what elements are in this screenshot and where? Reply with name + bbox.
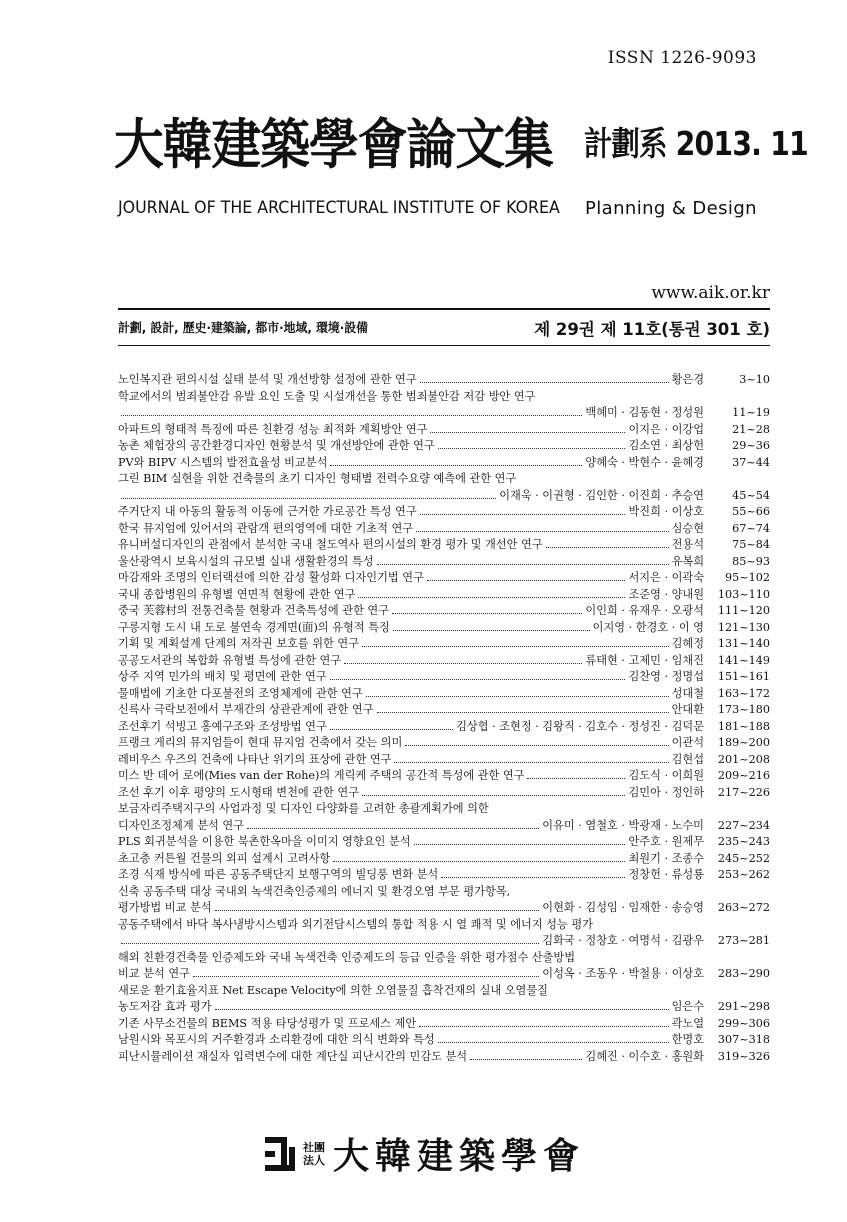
leader-dots xyxy=(392,613,582,614)
toc-entry-authors: 전용석 xyxy=(671,538,704,551)
leader-dots xyxy=(121,498,496,499)
toc-entry xyxy=(118,735,770,752)
toc-entry xyxy=(118,719,770,736)
leader-dots xyxy=(215,910,540,911)
toc-entry-authors: 정창헌 · 류성룡 xyxy=(628,868,704,881)
leader-dots xyxy=(377,564,669,565)
toc-entry-title: 공공도서관의 복합화 유형별 특성에 관한 연구 xyxy=(118,653,342,667)
toc-entry-title: 비교 분석 연구 xyxy=(118,967,190,980)
leader-dots xyxy=(121,943,539,944)
toc-entry-authors: 김현섭 xyxy=(671,752,704,766)
toc-entry xyxy=(118,1016,770,1033)
toc-entry-pages: 189~200 xyxy=(717,736,770,749)
toc-entry xyxy=(118,438,770,455)
leader-dots xyxy=(344,663,582,664)
toc-entry-pages: 75~84 xyxy=(732,538,770,551)
toc-entry-title: 프랭크 게리의 뮤지엄들이 현대 뮤지엄 건축에서 갖는 의미 xyxy=(118,736,403,749)
toc-entry-pages: 67~74 xyxy=(732,521,770,535)
journal-title-chinese: 大韓建築學會論文集 xyxy=(114,112,553,176)
toc-entry-pages: 103~110 xyxy=(717,587,770,601)
toc-entry-pages: 21~28 xyxy=(732,422,770,436)
toc-entry-authors: 심승현 xyxy=(671,521,704,535)
toc-entry-pages: 85~93 xyxy=(732,554,770,568)
toc-entry-title: 마감재와 조명의 인터랙션에 의한 감성 활성화 디자인기법 연구 xyxy=(118,571,424,584)
toc-entry-authors: 이지영 · 한경호 · 이 영 xyxy=(592,620,704,634)
toc-entry-title: 조경 식재 방식에 따른 공동주택단지 보행구역의 빌딩풍 변화 분석 xyxy=(118,868,439,881)
aik-logo-icon xyxy=(265,1137,295,1171)
toc-entry-title: 농도저감 효과 평가 xyxy=(118,1000,212,1013)
toc-entry-title: 신륵사 극락보전에서 부재간의 상관관계에 관한 연구 xyxy=(118,703,374,716)
website: www.aik.or.kr xyxy=(651,283,770,303)
toc-entry xyxy=(118,504,770,521)
journal-series-date: 計劃系 2013. 11 xyxy=(584,124,808,163)
toc-entry xyxy=(118,570,770,587)
leader-dots xyxy=(416,531,669,532)
toc-entry-pages: 29~36 xyxy=(732,439,770,452)
leader-dots xyxy=(405,745,668,746)
toc-entry-title: 구릉지형 도시 내 도로 불연속 경계면(面)의 유형적 특징 xyxy=(118,620,390,634)
publisher-footer xyxy=(265,1128,585,1179)
fields-label: 計劃, 設計, 歷史·建築論, 都市·地域, 環境·設備 xyxy=(118,320,368,335)
toc-entry-title: PLS 회귀분석을 이용한 북촌한옥마을 이미지 영향요인 분석 xyxy=(118,835,411,848)
toc-entry-authors: 서지은 · 이곽숙 xyxy=(628,571,704,584)
toc-entry-authors: 류태현 · 고제민 · 임채진 xyxy=(585,653,704,667)
toc-entry xyxy=(118,471,770,504)
toc-entry-pages: 181~188 xyxy=(717,719,770,733)
toc-entry-authors: 안주호 · 원제무 xyxy=(628,835,704,848)
toc-entry-authors: 곽노열 xyxy=(671,1016,704,1030)
toc-entry-title-line: 보금자리주택지구의 사업과정 및 디자인 다양화를 고려한 총괄계획가에 의한 xyxy=(118,802,489,815)
toc-entry-authors: 이유미 · 염철호 · 박광재 · 노수미 xyxy=(542,818,704,832)
toc-entry xyxy=(118,636,770,653)
toc-entry-pages: 173~180 xyxy=(717,703,770,716)
toc-entry-authors: 이지은 · 이강업 xyxy=(628,422,704,436)
toc-entry-title-line: 공동주택에서 바닥 복사냉방시스템과 외기전담시스템의 통합 적용 시 열 쾌적 및 에너지 성능 평가 xyxy=(118,917,593,931)
toc-entry-authors: 김화국 · 정창호 · 여명석 · 김광우 xyxy=(542,934,704,947)
toc-entry xyxy=(118,554,770,571)
journal-series-english: Planning & Design xyxy=(585,198,757,219)
toc-entry xyxy=(118,983,770,1016)
toc-entry xyxy=(118,752,770,769)
toc-entry xyxy=(118,768,770,785)
toc-entry-authors: 이현화 · 김성임 · 임재한 · 송승영 xyxy=(542,901,704,914)
toc-entry-title-line: 해외 친환경건축물 인증제도와 국내 녹색건축 인증제도의 등급 인증을 위한 평가점수 산출방법 xyxy=(118,950,576,964)
toc-entry-title: 아파트의 형태적 특징에 따른 친환경 성능 최적화 계획방안 연구 xyxy=(118,422,428,436)
toc-entry xyxy=(118,950,770,983)
corporate-label-line1: 社團 xyxy=(303,1140,325,1154)
leader-dots xyxy=(333,861,625,862)
toc-entry-pages: 227~234 xyxy=(717,818,770,832)
leader-dots xyxy=(394,762,668,763)
toc-entry-title: 유니버설디자인의 관점에서 분석한 국내 철도역사 편의시설의 환경 평가 및 개선안 연구 xyxy=(118,538,543,551)
toc-entry-authors: 김민아 · 정인하 xyxy=(628,785,704,799)
toc-entry-pages: 273~281 xyxy=(717,934,770,947)
toc-entry-title: 조선후기 석빙고 홍예구조와 조성방법 연구 xyxy=(118,719,327,733)
toc-entry-title: 조선 후기 이후 평양의 도시형태 변천에 관한 연구 xyxy=(118,785,360,799)
toc-entry-pages: 263~272 xyxy=(717,901,770,914)
toc-entry-title: 국내 종합병원의 유형별 연면적 현황에 관한 연구 xyxy=(118,587,356,601)
toc-entry-pages: 209~216 xyxy=(717,769,770,782)
toc-entry-pages: 151~161 xyxy=(717,670,770,683)
toc-entry-pages: 37~44 xyxy=(732,455,770,469)
bottom-rule xyxy=(118,345,770,346)
leader-dots xyxy=(362,795,625,796)
toc-entry-title: 피난시뮬레이션 재실자 입력변수에 대한 계단실 피난시간의 민감도 분석 xyxy=(118,1049,468,1063)
leader-dots xyxy=(377,712,669,713)
toc-entry-authors: 김소연 · 최상헌 xyxy=(628,439,704,452)
leader-dots xyxy=(366,696,669,697)
toc-entry-title: 중국 芙蓉村의 전통건축물 현황과 건축특성에 관한 연구 xyxy=(118,604,390,617)
toc-entry-authors: 박진희 · 이상호 xyxy=(628,505,704,518)
toc-entry-title: 레비우스 우즈의 건축에 나타난 위기의 표상에 관한 연구 xyxy=(118,752,392,766)
toc-entry-authors: 한명호 xyxy=(671,1033,704,1046)
toc-entry-authors: 최원기 · 조종수 xyxy=(628,851,704,865)
leader-dots xyxy=(330,729,453,730)
toc-entry-title: PV와 BIPV 시스템의 발전효율성 비교분석 xyxy=(118,455,328,469)
toc-entry-pages: 111~120 xyxy=(717,604,770,617)
toc-entry-title-line: 새로운 환기효율지표 Net Escape Velocity에 의한 오염물질 흡착건재의 실내 오염물질 xyxy=(118,983,548,997)
toc-entry-pages: 253~262 xyxy=(717,868,770,881)
leader-dots xyxy=(546,547,669,548)
leader-dots xyxy=(430,432,625,433)
toc-entry-title-line: 신축 공동주택 대상 국내외 녹색건축인증제의 에너지 및 환경오염 부문 평가항목, xyxy=(118,884,511,898)
toc-entry-title: 울산광역시 보육시설의 규모별 실내 생활환경의 특성 xyxy=(118,554,374,568)
toc-entry xyxy=(118,537,770,554)
toc-entry-pages: 307~318 xyxy=(717,1033,770,1046)
toc-entry xyxy=(118,851,770,868)
toc-entry xyxy=(118,867,770,884)
toc-entry xyxy=(118,884,770,917)
toc-entry-pages: 131~140 xyxy=(717,637,770,650)
toc-entry-authors: 이성옥 · 조동우 · 박철용 · 이상호 xyxy=(542,967,704,980)
leader-dots xyxy=(470,1059,582,1060)
toc-entry-pages: 55~66 xyxy=(732,505,770,518)
toc-entry-authors: 임은수 xyxy=(671,1000,704,1013)
leader-dots xyxy=(362,646,669,647)
toc-entry xyxy=(118,372,770,389)
toc-entry-pages: 217~226 xyxy=(717,785,770,799)
volume-label: 제 29권 제 11호(통권 301 호) xyxy=(534,320,770,339)
toc-entry-title: 주거단지 내 아동의 활동적 이동에 근거한 가로공간 특성 연구 xyxy=(118,505,417,518)
toc-entry-title: 기존 사무소건물의 BEMS 적용 타당성평가 및 프로세스 제안 xyxy=(118,1016,417,1030)
toc-entry-title: 한국 뮤지엄에 있어서의 관람객 편의영역에 대한 기초적 연구 xyxy=(118,521,414,535)
toc-entry-title: 상주 지역 민가의 배치 및 평면에 관한 연구 xyxy=(118,670,327,683)
leader-dots xyxy=(441,877,625,878)
toc-entry-pages: 299~306 xyxy=(717,1016,770,1030)
toc-entry-authors: 황은경 xyxy=(671,373,704,386)
toc-entry xyxy=(118,455,770,472)
toc-entry-pages: 95~102 xyxy=(725,571,770,584)
toc-entry-title-line: 그린 BIM 실현을 위한 건축물의 초기 디자인 형태별 전력수요량 예측에 관한 연구 xyxy=(118,472,517,485)
toc-entry-pages: 11~19 xyxy=(732,406,770,419)
leader-dots xyxy=(438,448,626,449)
leader-dots xyxy=(215,1009,669,1010)
toc-entry-pages: 163~172 xyxy=(717,686,770,700)
leader-dots xyxy=(193,976,539,977)
table-of-contents xyxy=(118,372,770,1065)
toc-entry-pages: 141~149 xyxy=(717,653,770,667)
toc-entry-pages: 235~243 xyxy=(717,835,770,848)
toc-entry-title: 평가방법 비교 분석 xyxy=(118,901,212,914)
publisher-name: 大韓建築學會 xyxy=(333,1136,586,1177)
toc-entry-title-line: 학교에서의 범죄불안감 유발 요인 도출 및 시설개선을 통한 범죄불안감 저감 방안 연구 xyxy=(118,389,536,403)
toc-entry-authors: 김찬영 · 정명섭 xyxy=(628,670,704,683)
toc-entry xyxy=(118,620,770,637)
toc-entry-title: 기획 및 계획설계 단계의 저작권 보호를 위한 연구 xyxy=(118,637,360,650)
leader-dots xyxy=(420,514,626,515)
leader-dots xyxy=(247,828,539,829)
toc-entry-authors: 유복희 xyxy=(671,554,704,568)
corporate-label xyxy=(303,1141,325,1167)
toc-entry-title: 초고층 커튼월 건물의 외피 설계시 고려사항 xyxy=(118,851,331,865)
leader-dots xyxy=(414,844,626,845)
leader-dots xyxy=(330,465,582,466)
leader-dots xyxy=(527,778,625,779)
top-rule xyxy=(118,308,770,310)
toc-entry xyxy=(118,801,770,834)
leader-dots xyxy=(420,382,669,383)
toc-entry-authors: 양혜숙 · 박현수 · 윤혜경 xyxy=(585,455,704,469)
toc-entry-authors: 백혜미 · 김동현 · 정성원 xyxy=(585,406,704,419)
leader-dots xyxy=(330,679,626,680)
leader-dots xyxy=(358,597,625,598)
issn: ISSN 1226-9093 xyxy=(607,48,757,68)
toc-entry-authors: 이인희 · 유재우 · 오광석 xyxy=(585,604,704,617)
toc-entry xyxy=(118,1032,770,1049)
toc-entry-authors: 김혜정 xyxy=(671,637,704,650)
toc-entry xyxy=(118,834,770,851)
toc-entry-authors: 이재욱 · 이권형 · 김인한 · 이진희 · 추승연 xyxy=(499,488,704,502)
toc-entry-pages: 283~290 xyxy=(717,967,770,980)
toc-entry xyxy=(118,521,770,538)
toc-entry xyxy=(118,702,770,719)
toc-entry-pages: 201~208 xyxy=(717,752,770,766)
toc-entry xyxy=(118,785,770,802)
toc-entry xyxy=(118,917,770,950)
toc-entry xyxy=(118,422,770,439)
toc-entry xyxy=(118,669,770,686)
toc-entry-authors: 김도식 · 이희원 xyxy=(628,769,704,782)
toc-entry-authors: 안대환 xyxy=(671,703,704,716)
toc-entry-authors: 이관석 xyxy=(671,736,704,749)
toc-entry-pages: 3~10 xyxy=(739,373,770,386)
toc-entry-authors: 조준영 · 양내원 xyxy=(628,587,704,601)
toc-entry xyxy=(118,603,770,620)
toc-entry-title: 노인복지관 편의시설 실태 분석 및 개선방향 설정에 관한 연구 xyxy=(118,373,417,386)
toc-entry-pages: 319~326 xyxy=(717,1049,770,1063)
journal-title-english: JOURNAL OF THE ARCHITECTURAL INSTITUTE OF KOREA xyxy=(118,198,560,218)
leader-dots xyxy=(419,1026,668,1027)
leader-dots xyxy=(121,415,582,416)
leader-dots xyxy=(393,630,590,631)
corporate-label-line2: 法人 xyxy=(303,1153,325,1167)
toc-entry-title: 물매법에 기초한 다포불전의 조영체계에 관한 연구 xyxy=(118,686,363,700)
toc-entry-pages: 121~130 xyxy=(717,620,770,634)
toc-entry-pages: 291~298 xyxy=(717,1000,770,1013)
toc-entry-title: 남원시와 목포시의 거주환경과 소리환경에 대한 의식 변화와 특성 xyxy=(118,1033,435,1046)
toc-entry xyxy=(118,1049,770,1066)
leader-dots xyxy=(438,1042,669,1043)
toc-entry-title: 디자인조정체계 분석 연구 xyxy=(118,818,244,832)
toc-entry-pages: 45~54 xyxy=(732,488,770,502)
leader-dots xyxy=(427,580,626,581)
toc-entry-title: 농촌 체험장의 공간환경디자인 현황분석 및 개선방안에 관한 연구 xyxy=(118,439,435,452)
toc-entry-title: 미스 반 데어 로에(Mies van der Rohe)의 게릭케 주택의 공간적 특성에 관한 연구 xyxy=(118,769,525,782)
toc-entry-authors: 김혜진 · 이수호 · 홍원화 xyxy=(585,1049,704,1063)
toc-entry-pages: 245~252 xyxy=(717,851,770,865)
toc-entry-authors: 성대철 xyxy=(671,686,704,700)
toc-entry xyxy=(118,686,770,703)
toc-entry xyxy=(118,389,770,422)
toc-entry xyxy=(118,587,770,604)
toc-entry-authors: 김상협 · 조현정 · 김왕직 · 김호수 · 정성진 · 김덕문 xyxy=(456,719,704,733)
toc-entry xyxy=(118,653,770,670)
